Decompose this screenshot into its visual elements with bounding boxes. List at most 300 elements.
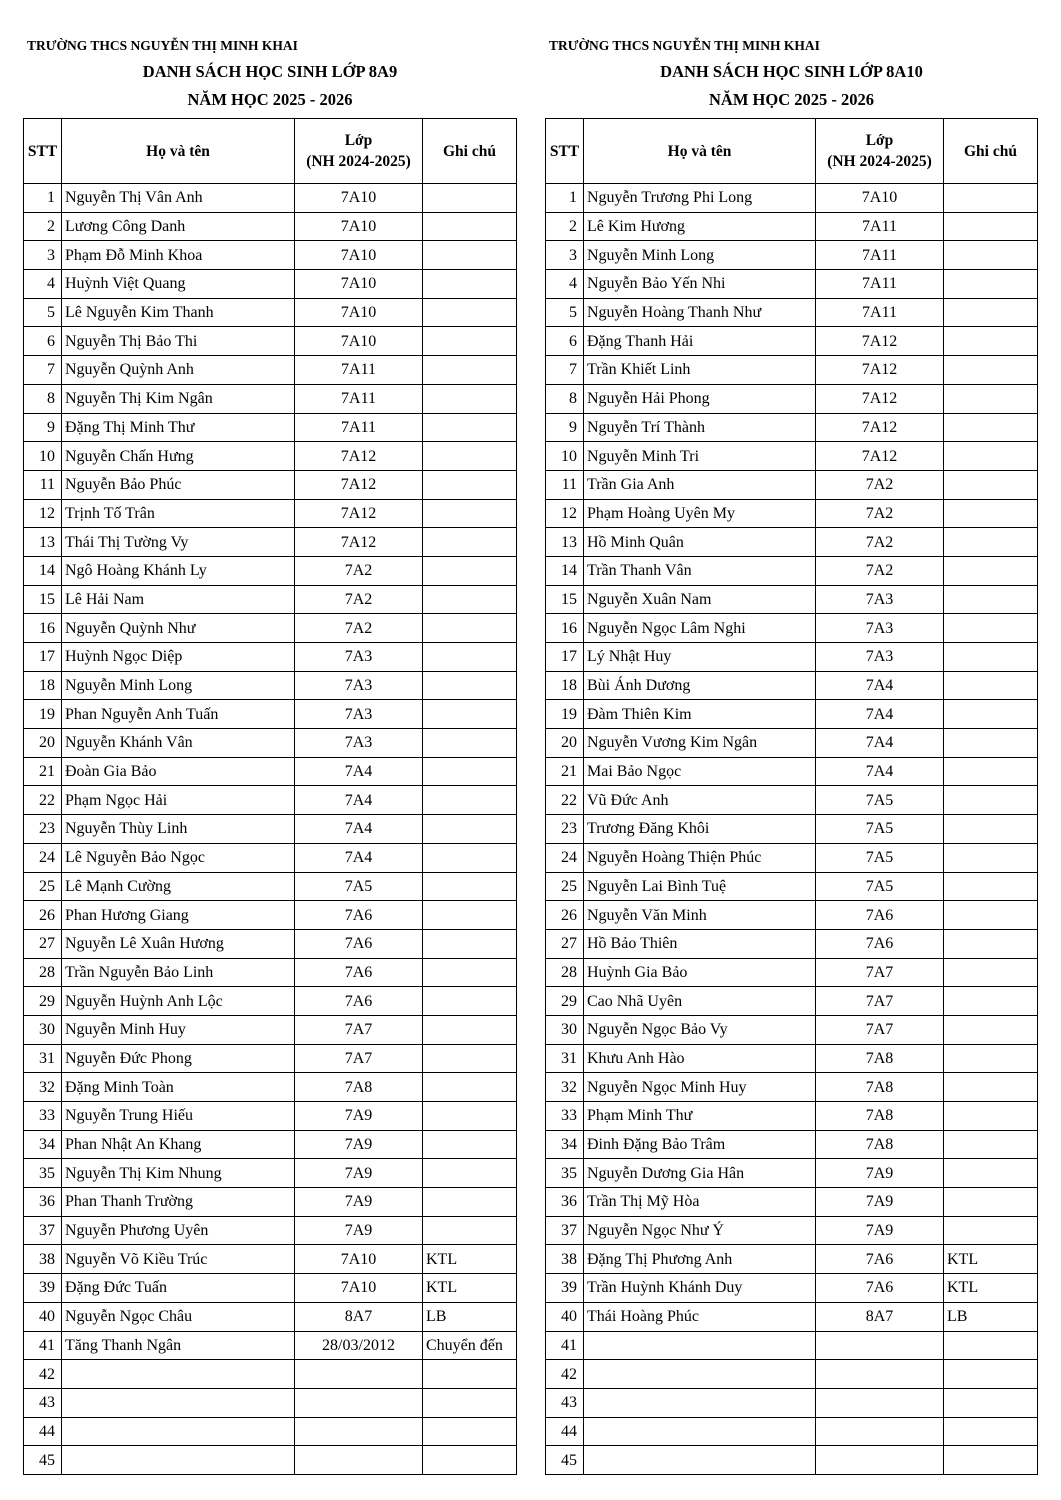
note-cell: [944, 786, 1038, 815]
note-cell: KTL: [423, 1245, 517, 1274]
row-number: 28: [546, 958, 584, 987]
row-number: 30: [24, 1015, 62, 1044]
student-name: Lê Nguyễn Kim Thanh: [62, 298, 295, 327]
row-number: 31: [24, 1044, 62, 1073]
row-number: 3: [546, 241, 584, 270]
note-cell: [423, 700, 517, 729]
row-number: 3: [24, 241, 62, 270]
note-cell: [944, 1159, 1038, 1188]
student-name: Lương Công Danh: [62, 212, 295, 241]
student-name: Nguyễn Vương Kim Ngân: [584, 729, 816, 758]
student-name: Đinh Đặng Bảo Trâm: [584, 1130, 816, 1159]
row-number: 15: [546, 585, 584, 614]
previous-class: 7A6: [816, 929, 944, 958]
student-name: Trần Gia Anh: [584, 470, 816, 499]
previous-class: 7A6: [295, 958, 423, 987]
student-name: [584, 1331, 816, 1360]
student-name: [62, 1446, 295, 1475]
note-cell: [423, 499, 517, 528]
student-name: Nguyễn Ngọc Như Ý: [584, 1216, 816, 1245]
table-row: [24, 872, 517, 901]
row-number: 45: [24, 1446, 62, 1475]
header-stt: STT: [24, 119, 62, 184]
table-row: [546, 528, 1038, 557]
note-cell: [423, 815, 517, 844]
table-row: [546, 327, 1038, 356]
note-cell: [423, 1015, 517, 1044]
note-cell: [944, 843, 1038, 872]
student-name: Trần Thị Mỹ Hòa: [584, 1188, 816, 1217]
note-cell: [423, 757, 517, 786]
previous-class: 7A6: [816, 1245, 944, 1274]
student-name: Hồ Bảo Thiên: [584, 929, 816, 958]
table-row: [24, 1360, 517, 1389]
note-cell: [423, 442, 517, 471]
table-row: [24, 700, 517, 729]
row-number: 36: [24, 1188, 62, 1217]
note-cell: [944, 987, 1038, 1016]
previous-class: 7A7: [295, 1044, 423, 1073]
table-row: [24, 1446, 517, 1475]
previous-class: 7A4: [295, 786, 423, 815]
row-number: 32: [546, 1073, 584, 1102]
table-row: [24, 528, 517, 557]
row-number: 41: [24, 1331, 62, 1360]
previous-class: 7A11: [816, 212, 944, 241]
note-cell: [944, 729, 1038, 758]
row-number: 40: [24, 1302, 62, 1331]
previous-class: [816, 1360, 944, 1389]
student-name: Huỳnh Việt Quang: [62, 270, 295, 299]
student-name: Nguyễn Minh Tri: [584, 442, 816, 471]
previous-class: [816, 1446, 944, 1475]
student-name: Khưu Anh Hào: [584, 1044, 816, 1073]
previous-class: [816, 1417, 944, 1446]
student-name: Đặng Thị Phương Anh: [584, 1245, 816, 1274]
note-cell: [423, 270, 517, 299]
row-number: 13: [546, 528, 584, 557]
row-number: 13: [24, 528, 62, 557]
previous-class: 7A3: [295, 729, 423, 758]
row-number: 38: [24, 1245, 62, 1274]
student-name: Phan Nhật An Khang: [62, 1130, 295, 1159]
table-row: [546, 901, 1038, 930]
student-name: Nguyễn Ngọc Minh Huy: [584, 1073, 816, 1102]
row-number: 18: [546, 671, 584, 700]
row-number: 39: [546, 1274, 584, 1303]
table-row: [546, 585, 1038, 614]
student-name: Nguyễn Dương Gia Hân: [584, 1159, 816, 1188]
row-number: 5: [546, 298, 584, 327]
row-number: 17: [24, 643, 62, 672]
row-number: 30: [546, 1015, 584, 1044]
row-number: 24: [546, 843, 584, 872]
previous-class: 7A8: [816, 1044, 944, 1073]
table-row: [546, 815, 1038, 844]
table-row: [546, 872, 1038, 901]
student-name: Nguyễn Khánh Vân: [62, 729, 295, 758]
table-row: [24, 843, 517, 872]
row-number: 22: [546, 786, 584, 815]
note-cell: [423, 929, 517, 958]
row-number: 9: [546, 413, 584, 442]
previous-class: 7A4: [295, 757, 423, 786]
previous-class: 7A4: [295, 815, 423, 844]
student-name: Trương Đăng Khôi: [584, 815, 816, 844]
previous-class: 7A3: [816, 643, 944, 672]
previous-class: 7A12: [816, 442, 944, 471]
row-number: 12: [24, 499, 62, 528]
note-cell: [944, 356, 1038, 385]
note-cell: [944, 700, 1038, 729]
row-number: 34: [24, 1130, 62, 1159]
note-cell: [944, 1216, 1038, 1245]
header-note: Ghi chú: [944, 119, 1038, 184]
table-row: [24, 1073, 517, 1102]
row-number: 37: [546, 1216, 584, 1245]
row-number: 7: [24, 356, 62, 385]
student-name: Nguyễn Trí Thành: [584, 413, 816, 442]
table-row: [546, 614, 1038, 643]
row-number: 21: [24, 757, 62, 786]
note-cell: [423, 643, 517, 672]
row-number: 12: [546, 499, 584, 528]
table-row: [24, 356, 517, 385]
previous-class: 7A9: [295, 1159, 423, 1188]
header-class-line2: (NH 2024-2025): [306, 153, 411, 170]
note-cell: [423, 614, 517, 643]
note-cell: [944, 872, 1038, 901]
student-name: Nguyễn Bảo Yến Nhi: [584, 270, 816, 299]
table-row: [24, 729, 517, 758]
row-number: 10: [24, 442, 62, 471]
previous-class: 7A12: [816, 356, 944, 385]
previous-class: 7A10: [295, 298, 423, 327]
table-header-row: [24, 119, 517, 184]
student-name: Phan Hương Giang: [62, 901, 295, 930]
table-row: [546, 1044, 1038, 1073]
table-row: [546, 1388, 1038, 1417]
previous-class: 7A2: [816, 528, 944, 557]
table-row: [546, 413, 1038, 442]
previous-class: 7A3: [295, 700, 423, 729]
student-name: Đặng Thanh Hải: [584, 327, 816, 356]
student-name: Đặng Đức Tuấn: [62, 1274, 295, 1303]
row-number: 24: [24, 843, 62, 872]
note-cell: [423, 298, 517, 327]
row-number: 1: [24, 184, 62, 213]
row-number: 43: [546, 1388, 584, 1417]
row-number: 33: [24, 1102, 62, 1131]
previous-class: 7A9: [295, 1188, 423, 1217]
previous-class: 7A2: [295, 556, 423, 585]
student-name: Nguyễn Huỳnh Anh Lộc: [62, 987, 295, 1016]
list-title: DANH SÁCH HỌC SINH LỚP 8A10: [660, 62, 923, 81]
previous-class: 7A10: [816, 184, 944, 213]
header-class-line1: Lớp: [344, 132, 373, 149]
student-name: Nguyễn Trương Phi Long: [584, 184, 816, 213]
table-row: [24, 270, 517, 299]
previous-class: 7A7: [816, 958, 944, 987]
row-number: 32: [24, 1073, 62, 1102]
student-name: Thái Hoàng Phúc: [584, 1302, 816, 1331]
table-row: [546, 671, 1038, 700]
table-row: [546, 356, 1038, 385]
student-name: Phạm Đỗ Minh Khoa: [62, 241, 295, 270]
table-row: [24, 929, 517, 958]
table-row: [24, 1417, 517, 1446]
table-row: [24, 212, 517, 241]
student-name: Nguyễn Chấn Hưng: [62, 442, 295, 471]
row-number: 22: [24, 786, 62, 815]
table-row: [546, 958, 1038, 987]
student-name: Nguyễn Lai Bình Tuệ: [584, 872, 816, 901]
note-cell: LB: [423, 1302, 517, 1331]
table-row: [24, 671, 517, 700]
previous-class: [816, 1331, 944, 1360]
note-cell: [423, 958, 517, 987]
header-name: Họ và tên: [584, 119, 816, 184]
row-number: 20: [24, 729, 62, 758]
table-row: [24, 1274, 517, 1303]
student-name: Nguyễn Xuân Nam: [584, 585, 816, 614]
student-name: Nguyễn Quỳnh Anh: [62, 356, 295, 385]
student-name: Vũ Đức Anh: [584, 786, 816, 815]
table-row: [24, 757, 517, 786]
previous-class: 7A6: [295, 987, 423, 1016]
note-cell: [944, 384, 1038, 413]
student-name: [584, 1446, 816, 1475]
row-number: 11: [546, 470, 584, 499]
table-row: [24, 585, 517, 614]
row-number: 25: [24, 872, 62, 901]
table-row: [24, 987, 517, 1016]
table-row: [24, 643, 517, 672]
note-cell: [944, 212, 1038, 241]
previous-class: 7A9: [295, 1102, 423, 1131]
previous-class: 7A9: [816, 1159, 944, 1188]
row-number: 28: [24, 958, 62, 987]
previous-class: 7A10: [295, 184, 423, 213]
table-row: [24, 1245, 517, 1274]
row-number: 29: [546, 987, 584, 1016]
student-name: Nguyễn Minh Long: [584, 241, 816, 270]
note-cell: [423, 356, 517, 385]
student-name: Phan Nguyễn Anh Tuấn: [62, 700, 295, 729]
row-number: 2: [24, 212, 62, 241]
note-cell: [423, 1130, 517, 1159]
note-cell: [944, 528, 1038, 557]
row-number: 7: [546, 356, 584, 385]
student-name: Nguyễn Hoàng Thanh Như: [584, 298, 816, 327]
previous-class: [816, 1388, 944, 1417]
student-table: [545, 118, 1038, 1475]
table-row: [24, 184, 517, 213]
student-name: Nguyễn Thị Kim Ngân: [62, 384, 295, 413]
student-name: Nguyễn Thị Vân Anh: [62, 184, 295, 213]
previous-class: 7A3: [816, 585, 944, 614]
previous-class: 7A5: [816, 786, 944, 815]
student-name: Huỳnh Ngọc Diệp: [62, 643, 295, 672]
student-name: Nguyễn Đức Phong: [62, 1044, 295, 1073]
student-name: Trần Khiết Linh: [584, 356, 816, 385]
table-row: [546, 1245, 1038, 1274]
previous-class: 7A5: [295, 872, 423, 901]
previous-class: [295, 1446, 423, 1475]
previous-class: 7A10: [295, 212, 423, 241]
note-cell: [423, 556, 517, 585]
table-row: [24, 1388, 517, 1417]
table-row: [546, 757, 1038, 786]
previous-class: 7A12: [295, 528, 423, 557]
student-name: Tăng Thanh Ngân: [62, 1331, 295, 1360]
table-row: [546, 1188, 1038, 1217]
row-number: 2: [546, 212, 584, 241]
table-row: [546, 1302, 1038, 1331]
note-cell: [944, 1102, 1038, 1131]
row-number: 41: [546, 1331, 584, 1360]
previous-class: 7A8: [816, 1130, 944, 1159]
note-cell: [944, 1446, 1038, 1475]
row-number: 26: [546, 901, 584, 930]
table-row: [546, 987, 1038, 1016]
table-row: [24, 1044, 517, 1073]
row-number: 6: [546, 327, 584, 356]
note-cell: [944, 413, 1038, 442]
previous-class: 7A12: [295, 499, 423, 528]
table-row: [546, 643, 1038, 672]
note-cell: [944, 929, 1038, 958]
previous-class: 7A10: [295, 1274, 423, 1303]
student-name: Nguyễn Minh Long: [62, 671, 295, 700]
previous-class: 7A2: [816, 499, 944, 528]
row-number: 20: [546, 729, 584, 758]
previous-class: 7A5: [816, 843, 944, 872]
previous-class: 7A9: [816, 1188, 944, 1217]
row-number: 11: [24, 470, 62, 499]
table-row: [546, 1417, 1038, 1446]
student-name: [584, 1417, 816, 1446]
previous-class: 7A6: [816, 901, 944, 930]
student-name: Trần Thanh Vân: [584, 556, 816, 585]
student-name: [62, 1388, 295, 1417]
note-cell: [423, 1188, 517, 1217]
table-row: [546, 1159, 1038, 1188]
table-row: [546, 1446, 1038, 1475]
previous-class: 7A12: [816, 413, 944, 442]
previous-class: 7A11: [295, 384, 423, 413]
row-number: 37: [24, 1216, 62, 1245]
student-name: Lê Kim Hương: [584, 212, 816, 241]
note-cell: [423, 901, 517, 930]
note-cell: [423, 184, 517, 213]
previous-class: 7A9: [816, 1216, 944, 1245]
student-name: Nguyễn Minh Huy: [62, 1015, 295, 1044]
previous-class: [295, 1388, 423, 1417]
table-row: [546, 270, 1038, 299]
note-cell: [423, 384, 517, 413]
header-class: [816, 119, 944, 184]
row-number: 31: [546, 1044, 584, 1073]
row-number: 39: [24, 1274, 62, 1303]
student-name: Hồ Minh Quân: [584, 528, 816, 557]
previous-class: 7A2: [816, 556, 944, 585]
note-cell: [944, 556, 1038, 585]
previous-class: 7A7: [816, 987, 944, 1016]
previous-class: 7A3: [816, 614, 944, 643]
table-row: [24, 499, 517, 528]
table-row: [24, 1302, 517, 1331]
previous-class: 7A8: [816, 1102, 944, 1131]
table-row: [546, 556, 1038, 585]
student-name: Nguyễn Trung Hiếu: [62, 1102, 295, 1131]
header-note: Ghi chú: [423, 119, 517, 184]
note-cell: [944, 1015, 1038, 1044]
row-number: 23: [546, 815, 584, 844]
table-row: [546, 1102, 1038, 1131]
student-name: Lê Mạnh Cường: [62, 872, 295, 901]
student-name: Nguyễn Ngọc Châu: [62, 1302, 295, 1331]
row-number: 8: [24, 384, 62, 413]
student-name: Nguyễn Ngọc Bảo Vy: [584, 1015, 816, 1044]
row-number: 8: [546, 384, 584, 413]
row-number: 27: [24, 929, 62, 958]
student-name: Trần Huỳnh Khánh Duy: [584, 1274, 816, 1303]
note-cell: [423, 413, 517, 442]
note-cell: [944, 1388, 1038, 1417]
row-number: 45: [546, 1446, 584, 1475]
note-cell: [423, 1360, 517, 1389]
note-cell: [944, 470, 1038, 499]
previous-class: 7A6: [295, 929, 423, 958]
table-row: [24, 1159, 517, 1188]
list-title: DANH SÁCH HỌC SINH LỚP 8A9: [142, 62, 398, 81]
note-cell: Chuyển đến: [423, 1331, 517, 1360]
row-number: 29: [24, 987, 62, 1016]
row-number: 40: [546, 1302, 584, 1331]
note-cell: [944, 1073, 1038, 1102]
note-cell: [423, 528, 517, 557]
note-cell: [944, 298, 1038, 327]
row-number: 6: [24, 327, 62, 356]
student-name: Lý Nhật Huy: [584, 643, 816, 672]
row-number: 27: [546, 929, 584, 958]
previous-class: 7A12: [295, 470, 423, 499]
table-row: [24, 327, 517, 356]
header-name: Họ và tên: [62, 119, 295, 184]
student-name: Đặng Minh Toàn: [62, 1073, 295, 1102]
student-name: Đàm Thiên Kim: [584, 700, 816, 729]
student-name: Lê Hải Nam: [62, 585, 295, 614]
student-name: Nguyễn Võ Kiều Trúc: [62, 1245, 295, 1274]
student-name: Nguyễn Thị Bảo Thi: [62, 327, 295, 356]
row-number: 17: [546, 643, 584, 672]
note-cell: [944, 614, 1038, 643]
previous-class: 7A2: [295, 585, 423, 614]
student-name: Trần Nguyễn Bảo Linh: [62, 958, 295, 987]
previous-class: 7A11: [295, 413, 423, 442]
row-number: 36: [546, 1188, 584, 1217]
row-number: 35: [24, 1159, 62, 1188]
table-row: [24, 413, 517, 442]
note-cell: [944, 1188, 1038, 1217]
note-cell: [423, 1388, 517, 1417]
row-number: 9: [24, 413, 62, 442]
row-number: 5: [24, 298, 62, 327]
note-cell: [423, 585, 517, 614]
note-cell: [423, 1417, 517, 1446]
note-cell: LB: [944, 1302, 1038, 1331]
